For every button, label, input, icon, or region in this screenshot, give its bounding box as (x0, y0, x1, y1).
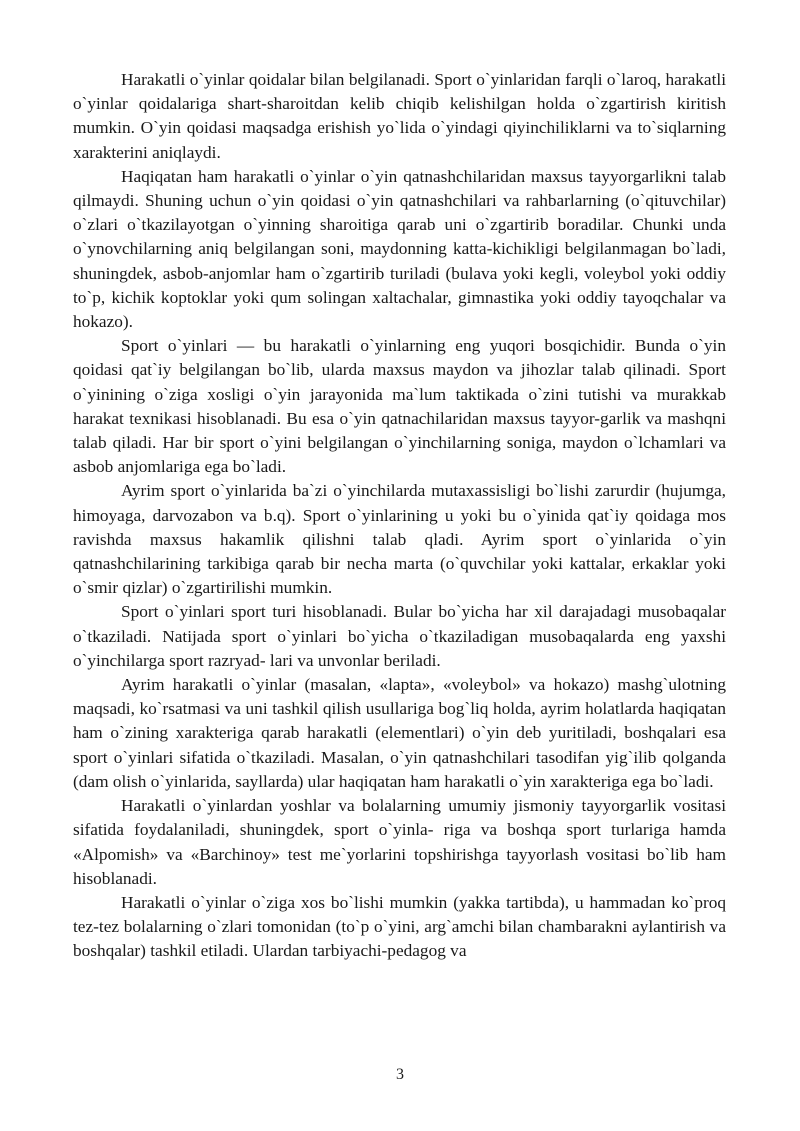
document-body (73, 68, 726, 964)
paragraph: Harakatli o`yinlar qoidalar bilan belgilanadi. Sport o`yinlaridan farqli o`laroq, harakatli o`yinlar qoidalariga shart-sharoitdan kelib chiqib kelishilgan holda o`zgartirish kiritish mumkin. O`yin qoidasi maqsadga erishish yo`lida o`yindagi qiyinchiliklarni va to`siqlarning xarakterini aniqlaydi. (73, 70, 726, 162)
paragraph: Sport o`yinlari sport turi hisoblanadi. Bular bo`yicha har xil darajadagi musobaqalar o`tkaziladi. Natijada sport o`yinlari bo`yicha o`tkaziladigan musobaqalarda eng yaxshi o`yinchilarga sport razryad- lari va unvonlar beriladi. (73, 602, 726, 670)
paragraph: Haqiqatan ham harakatli o`yinlar o`yin qatnashchilaridan maxsus tayyorgarlikni talab qilmaydi. Shuning uchun o`yin qoidasi o`yin qatnashchilari va rahbarlarning (o`qituvchilar) o`zlari o`tkazilayotgan o`yinning sharoitiga qarab uni o`zgartirib boradilar. Chunki unda o`ynovchilarning aniq belgilangan soni, maydonning katta-kichikligi belgilanmagan bo`ladi, shuningdek, asbob-anjomlar ham o`zgartirib turiladi (bulava yoki kegli, voleybol yoki oddiy to`p, kichik koptoklar yoki qum solingan xaltachalar, gimnastika yoki oddiy tayoqchalar va hokazo). (73, 166, 726, 332)
paragraph: Ayrim harakatli o`yinlar (masalan, «lapta», «voleybol» va hokazo) mashg`ulotning maqsadi, ko`rsatmasi va uni tashkil qilish usullariga bog`liq holda, ayrim holatlarda haqiqatan ham o`zining xarakteriga qarab harakatli (elementlari) o`yin deb yuritiladi, boshqalari esa sport o`yinlari sifatida o`tkaziladi. Masalan, o`yin qatnashchilari tasodifan yig`ilib qolganda (dam olish o`yinlarida, sayllarda) ular haqiqatan ham harakatli o`yin xarakteriga ega bo`ladi. (73, 675, 726, 791)
page-number: 3 (396, 1066, 404, 1083)
paragraph: Harakatli o`yinlar o`ziga xos bo`lishi mumkin (yakka tartibda), u hammadan ko`proq tez-tez bolalarning o`zlari tomonidan (to`p o`yini, arg`amchi bilan chambarakni aylantirish va boshqalar) tashkil etiladi. Ulardan tarbiyachi-pedagog va (73, 892, 726, 961)
paragraph: Sport o`yinlari — bu harakatli o`yinlarning eng yuqori bosqichidir. Bunda o`yin qoidasi qat`iy belgilangan bo`lib, ularda maxsus maydon va jihozlar talab qilinadi. Sport o`yinining o`ziga xosligi o`yin jarayonida ma`lum taktikada o`zini tutishi va murakkab harakat texnikasi hisoblanadi. Bu esa o`yin qatnachilaridan maxsus tayyor-garlik va mashqni talab qiladi. Har bir sport o`yini belgilangan o`yinchilarning soniga, maydon o`lchamlari va asbob anjomlariga ega bo`ladi. (73, 336, 726, 477)
paragraph: Ayrim sport o`yinlarida ba`zi o`yinchilarda mutaxassisligi bo`lishi zarurdir (hujumga, himoyaga, darvozabon va b.q). Sport o`yinlarining u yoki bu o`yinida qat`iy qoidaga mos ravishda maxsus hakamlik qilishni talab qladi. Ayrim sport o`yinlarida o`yin qatnashchilarining tarkibiga qarab bir necha marta (o`quvchilar yoki kattalar, erkaklar yoki o`smir qizlar) o`zgartirilishi mumkin. (73, 481, 726, 598)
paragraph: Harakatli o`yinlardan yoshlar va bolalarning umumiy jismoniy tayyorgarlik vositasi sifatida foydalaniladi, shuningdek, sport o`yinla- riga va boshqa sport turlariga hamda «Alpomish» va «Barchinoy» test me`yorlarini topshirishga tayyorlash vositasi bo`lib ham hisoblanadi. (73, 796, 726, 888)
